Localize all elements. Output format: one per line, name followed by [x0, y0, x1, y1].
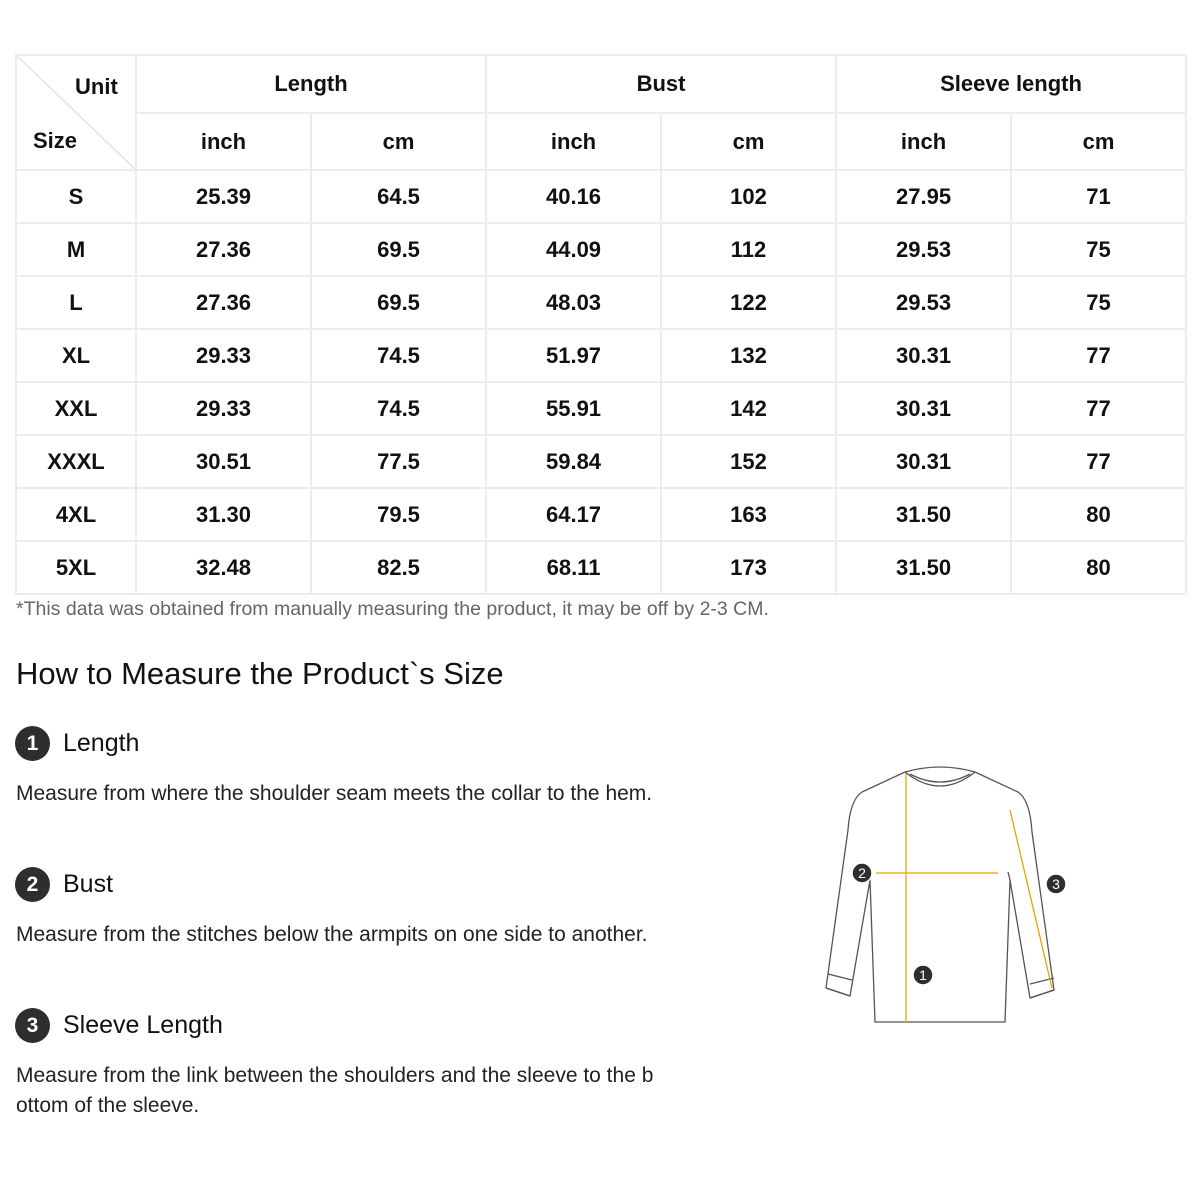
- value-cell: 77: [1011, 329, 1186, 382]
- unit-header: cm: [661, 113, 836, 170]
- value-cell: 25.39: [136, 170, 311, 223]
- size-cell: 4XL: [16, 488, 136, 541]
- unit-header: inch: [486, 113, 661, 170]
- value-cell: 122: [661, 276, 836, 329]
- table-row: [16, 382, 1186, 435]
- size-cell: M: [16, 223, 136, 276]
- unit-header: cm: [1011, 113, 1186, 170]
- step-number-badge: 2: [15, 867, 50, 902]
- value-cell: 173: [661, 541, 836, 594]
- marker-3: [1046, 874, 1066, 894]
- group-header-length: Length: [136, 55, 486, 113]
- svg-text:3: 3: [1052, 876, 1060, 892]
- unit-header: cm: [311, 113, 486, 170]
- value-cell: 77.5: [311, 435, 486, 488]
- value-cell: 64.5: [311, 170, 486, 223]
- value-cell: 29.53: [836, 223, 1011, 276]
- unit-label: Unit: [75, 74, 118, 99]
- value-cell: 152: [661, 435, 836, 488]
- value-cell: 27.36: [136, 276, 311, 329]
- value-cell: 79.5: [311, 488, 486, 541]
- value-cell: 29.33: [136, 382, 311, 435]
- value-cell: 68.11: [486, 541, 661, 594]
- value-cell: 48.03: [486, 276, 661, 329]
- step-label: Sleeve Length: [63, 1011, 223, 1039]
- value-cell: 30.31: [836, 382, 1011, 435]
- value-cell: 80: [1011, 488, 1186, 541]
- value-cell: 82.5: [311, 541, 486, 594]
- value-cell: 27.36: [136, 223, 311, 276]
- size-cell: 5XL: [16, 541, 136, 594]
- value-cell: 75: [1011, 223, 1186, 276]
- shirt-measurement-diagram: [800, 760, 1080, 1030]
- marker-2: [852, 863, 872, 883]
- value-cell: 71: [1011, 170, 1186, 223]
- how-to-measure-title: How to Measure the Product`s Size: [16, 656, 504, 691]
- step-label: Bust: [63, 870, 114, 898]
- size-chart-table: [15, 54, 1187, 595]
- value-cell: 44.09: [486, 223, 661, 276]
- svg-text:2: 2: [858, 865, 866, 881]
- svg-text:1: 1: [919, 967, 927, 983]
- step-sleeve-description: Measure from the link between the shoulders and the sleeve to the bottom of the sleeve.: [16, 1064, 654, 1117]
- size-cell: S: [16, 170, 136, 223]
- table-row: [16, 276, 1186, 329]
- value-cell: 51.97: [486, 329, 661, 382]
- table-row: [16, 329, 1186, 382]
- value-cell: 32.48: [136, 541, 311, 594]
- value-cell: 69.5: [311, 276, 486, 329]
- value-cell: 102: [661, 170, 836, 223]
- size-label: Size: [33, 128, 78, 153]
- size-cell: L: [16, 276, 136, 329]
- shirt-outline: [826, 767, 1054, 1022]
- value-cell: 77: [1011, 382, 1186, 435]
- value-cell: 74.5: [311, 382, 486, 435]
- value-cell: 80: [1011, 541, 1186, 594]
- table-row: [16, 541, 1186, 594]
- value-cell: 59.84: [486, 435, 661, 488]
- value-cell: 29.53: [836, 276, 1011, 329]
- table-row: [16, 170, 1186, 223]
- value-cell: 55.91: [486, 382, 661, 435]
- step-length-heading: [15, 726, 139, 761]
- step-number-badge: 1: [15, 726, 50, 761]
- value-cell: 64.17: [486, 488, 661, 541]
- marker-1: [913, 965, 933, 985]
- measurement-lines: [876, 774, 1052, 1022]
- value-cell: 74.5: [311, 329, 486, 382]
- group-header-bust: Bust: [486, 55, 836, 113]
- group-header-sleeve-length: Sleeve length: [836, 55, 1186, 113]
- table-row: [16, 488, 1186, 541]
- value-cell: 27.95: [836, 170, 1011, 223]
- step-number-badge: 3: [15, 1008, 50, 1043]
- value-cell: 31.30: [136, 488, 311, 541]
- unit-header: inch: [136, 113, 311, 170]
- value-cell: 30.31: [836, 329, 1011, 382]
- step-label: Length: [63, 729, 140, 757]
- table-row: [16, 435, 1186, 488]
- value-cell: 163: [661, 488, 836, 541]
- value-cell: 75: [1011, 276, 1186, 329]
- step-bust-description: Measure from the stitches below the armpits on one side to another.: [16, 923, 648, 946]
- value-cell: 112: [661, 223, 836, 276]
- value-cell: 30.51: [136, 435, 311, 488]
- table-row: [16, 223, 1186, 276]
- sleeve-measure-line: [1010, 810, 1052, 988]
- step-sleeve-heading: [15, 1008, 223, 1043]
- step-bust-heading: [15, 867, 113, 902]
- value-cell: 77: [1011, 435, 1186, 488]
- unit-header: inch: [836, 113, 1011, 170]
- size-cell: XXXL: [16, 435, 136, 488]
- value-cell: 31.50: [836, 541, 1011, 594]
- measurement-note: *This data was obtained from manually measuring the product, it may be off by 2-3 CM.: [16, 598, 769, 620]
- value-cell: 30.31: [836, 435, 1011, 488]
- value-cell: 29.33: [136, 329, 311, 382]
- value-cell: 31.50: [836, 488, 1011, 541]
- header-corner-cell: [16, 55, 136, 170]
- value-cell: 40.16: [486, 170, 661, 223]
- size-cell: XXL: [16, 382, 136, 435]
- value-cell: 132: [661, 329, 836, 382]
- value-cell: 142: [661, 382, 836, 435]
- step-length-description: Measure from where the shoulder seam meets the collar to the hem.: [16, 782, 653, 805]
- value-cell: 69.5: [311, 223, 486, 276]
- size-cell: XL: [16, 329, 136, 382]
